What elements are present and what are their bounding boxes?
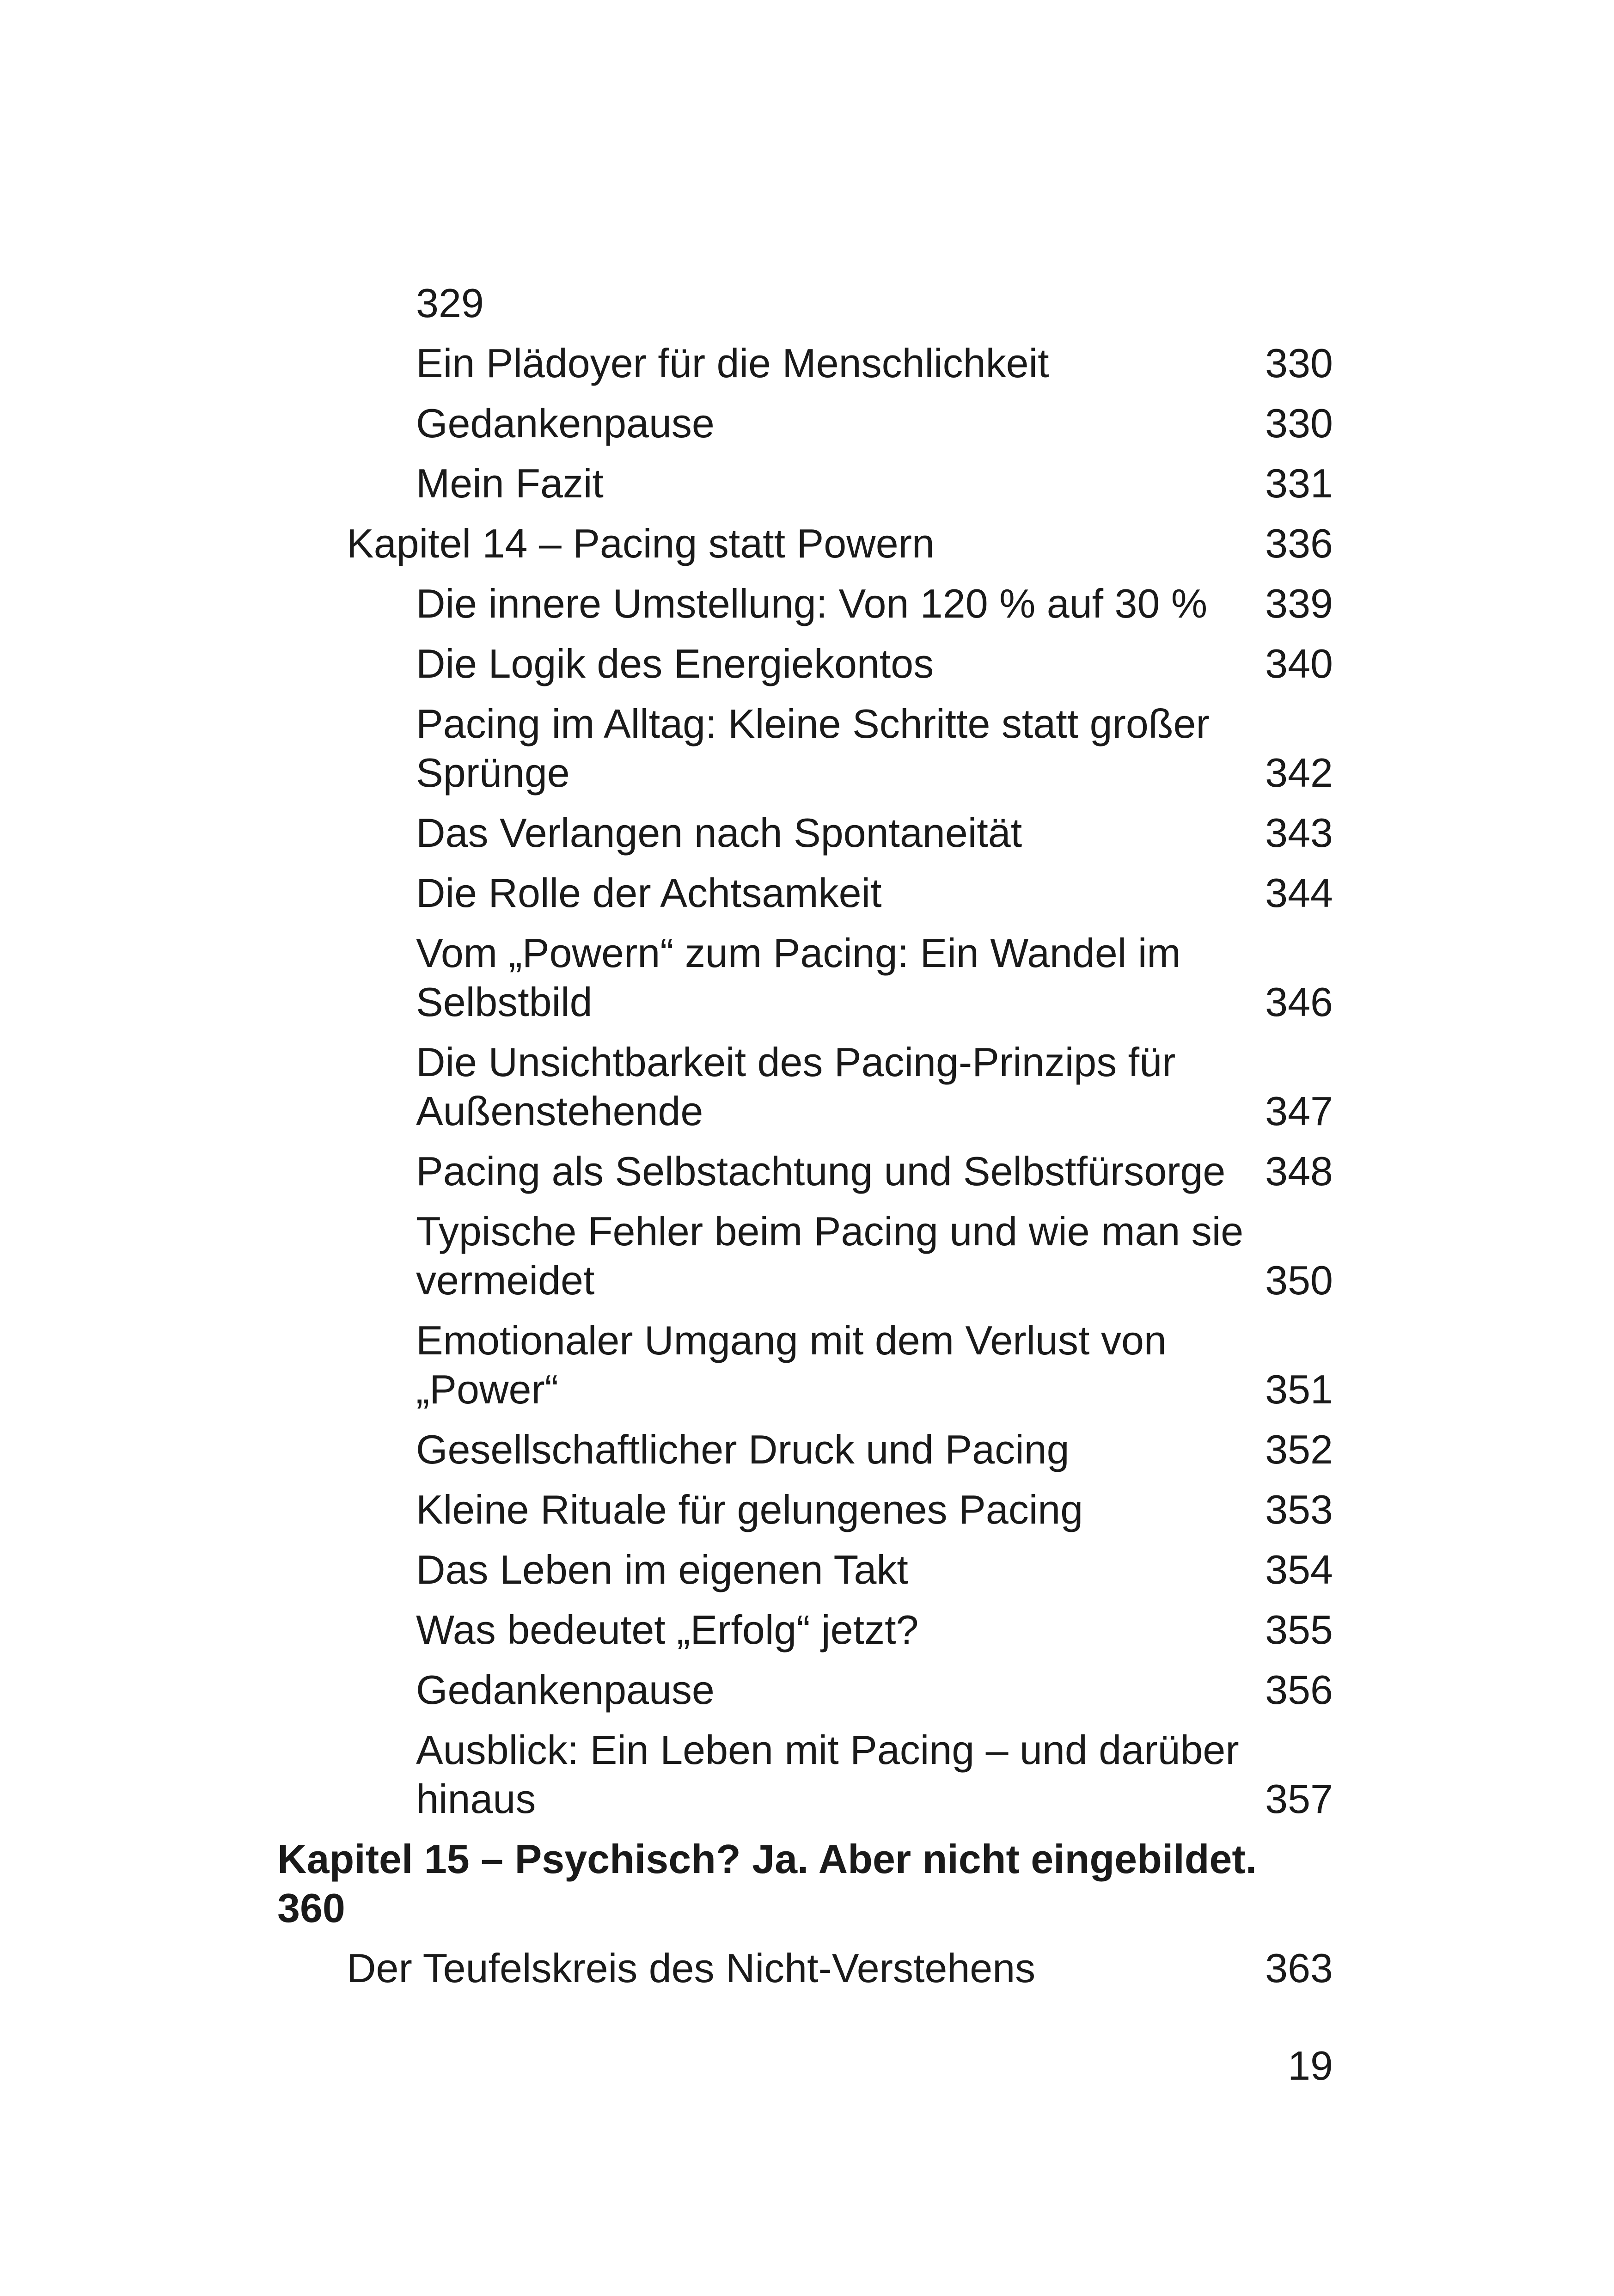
toc-chapter-page: 360 (277, 1885, 345, 1931)
toc-entry-page: 330 (1265, 400, 1333, 446)
toc-entry-page: 347 (1265, 1088, 1333, 1134)
toc-entry-text: Ein Plädoyer für die Menschlichkeit (416, 340, 1049, 386)
toc-entry-text: Der Teufelskreis des Nicht-Verstehens (347, 1945, 1036, 1991)
toc-entry-text: Gedankenpause (416, 400, 715, 446)
toc-chapter-title: Kapitel 15 – Psychisch? Ja. Aber nicht eingebildet. (277, 1836, 1257, 1882)
toc-entry-page: 342 (1265, 750, 1333, 796)
page-number: 19 (1288, 2043, 1333, 2088)
toc-entry-page: 330 (1265, 340, 1333, 386)
toc-entry-page: 339 (1265, 581, 1333, 626)
toc-entry-text: Selbstbild (416, 979, 593, 1025)
toc-entry-page: 343 (1265, 810, 1333, 856)
toc-entry-text: Das Verlangen nach Spontaneität (416, 810, 1022, 856)
toc-entry-text: Mein Fazit (416, 460, 604, 506)
toc-entry-text: Die Logik des Energiekontos (416, 641, 934, 686)
toc-entry-text: Ausblick: Ein Leben mit Pacing – und darüber (416, 1727, 1239, 1773)
toc-entry-page: 356 (1265, 1667, 1333, 1713)
toc-entry-text: 329 (416, 280, 484, 326)
toc-entry-text: Die Unsichtbarkeit des Pacing-Prinzips für (416, 1039, 1176, 1085)
toc-entry-text: Sprünge (416, 750, 570, 796)
toc-entry-text: Typische Fehler beim Pacing und wie man sie (416, 1208, 1244, 1254)
toc-entry-page: 346 (1265, 979, 1333, 1025)
toc-entry-text: vermeidet (416, 1257, 595, 1303)
toc-entry-text: Das Leben im eigenen Takt (416, 1547, 908, 1592)
toc-entry-page: 344 (1265, 870, 1333, 916)
toc-entry-page: 336 (1265, 520, 1333, 566)
toc-entry-text: Gesellschaftlicher Druck und Pacing (416, 1427, 1070, 1472)
toc-entry-page: 353 (1265, 1487, 1333, 1532)
toc-entry-text: hinaus (416, 1776, 536, 1822)
toc-entry-text: Pacing im Alltag: Kleine Schritte statt großer (416, 701, 1210, 747)
toc-entry-page: 350 (1265, 1257, 1333, 1303)
toc-entry-text: Was bedeutet „Erfolg“ jetzt? (416, 1607, 919, 1653)
toc-entry-text: Vom „Powern“ zum Pacing: Ein Wandel im (416, 930, 1181, 976)
toc-entry-page: 331 (1265, 460, 1333, 506)
toc-entry-text: Pacing als Selbstachtung und Selbstfürsorge (416, 1148, 1226, 1194)
toc-entry-page: 355 (1265, 1607, 1333, 1653)
toc-entry-text: Emotionaler Umgang mit dem Verlust von (416, 1317, 1167, 1363)
toc-entry-page: 354 (1265, 1547, 1333, 1592)
toc-entry-text: Die Rolle der Achtsamkeit (416, 870, 882, 916)
toc-entry-page: 363 (1265, 1945, 1333, 1991)
toc-entry-text: Kleine Rituale für gelungenes Pacing (416, 1487, 1083, 1532)
toc-entry-page: 351 (1265, 1366, 1333, 1412)
toc-entry-text: „Power“ (416, 1366, 559, 1412)
toc-chapter-title: Kapitel 14 – Pacing statt Powern (347, 520, 935, 566)
toc-entry-text: Außenstehende (416, 1088, 703, 1134)
toc-entry-text: Die innere Umstellung: Von 120 % auf 30 % (416, 581, 1208, 626)
toc-entry-page: 348 (1265, 1148, 1333, 1194)
toc-entry-page: 340 (1265, 641, 1333, 686)
toc-entry-text: Gedankenpause (416, 1667, 715, 1713)
toc-entry-page: 352 (1265, 1427, 1333, 1472)
toc-entry-page: 357 (1265, 1776, 1333, 1822)
